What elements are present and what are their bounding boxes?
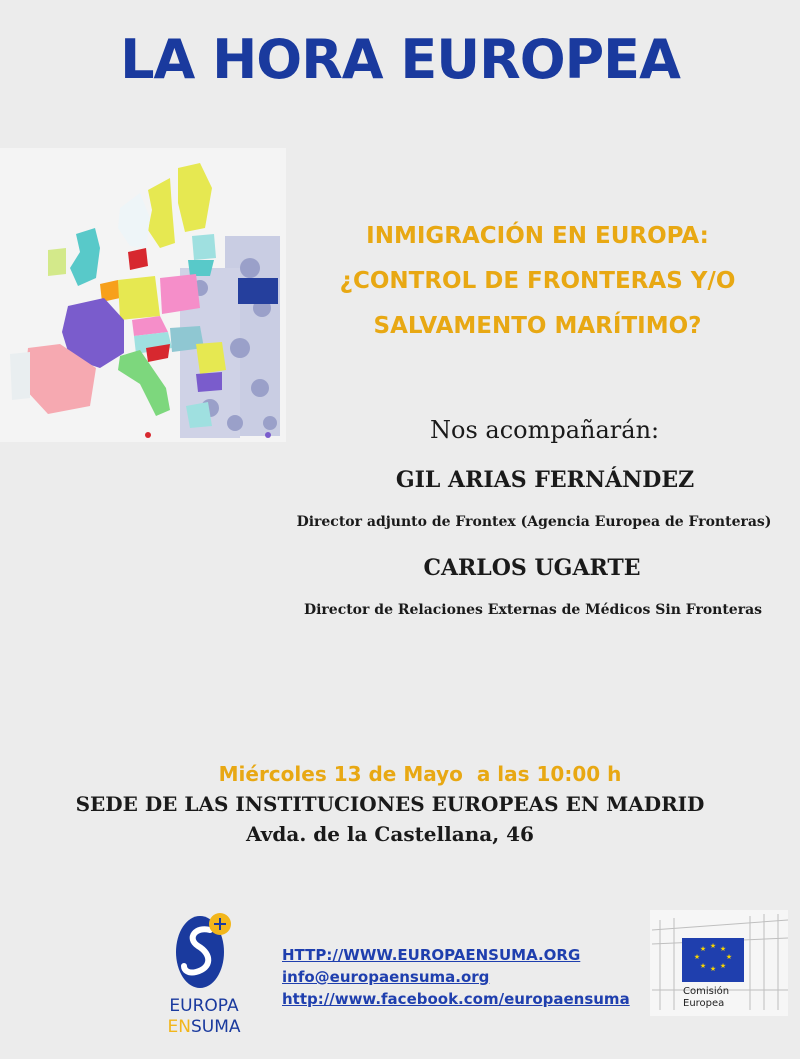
europe-map-graphic [0, 148, 286, 442]
comision-europea-logo [650, 910, 788, 1016]
logo-text-line-2 [164, 1017, 244, 1037]
email-link[interactable]: info@europaensuma.org [282, 968, 490, 986]
event-date: Miércoles 13 de Mayo a las 10:00 h [218, 762, 622, 786]
logo-text-line-1: EUROPA [169, 996, 239, 1016]
svg-text:★: ★ [693, 953, 701, 961]
speaker-name: GIL ARIAS FERNÁNDEZ [395, 467, 695, 493]
svg-text:★: ★ [719, 945, 727, 953]
website-link[interactable]: HTTP://WWW.EUROPAENSUMA.ORG [282, 946, 581, 964]
svg-text:★: ★ [709, 942, 717, 950]
logo-text-en: EN [167, 1017, 191, 1037]
page-title: LA HORA EUROPEA [120, 28, 680, 91]
venue-address: Avda. de la Castellana, 46 [246, 822, 534, 846]
europe-map [0, 148, 286, 442]
svg-text:★: ★ [709, 965, 717, 973]
comision-text-line-1: Comisión [683, 986, 730, 997]
speaker-role: Director adjunto de Frontex (Agencia Europea de Fronteras) [296, 514, 772, 530]
speaker-role: Director de Relaciones Externas de Médicos Sin Fronteras [303, 602, 763, 618]
svg-text:★: ★ [719, 962, 727, 970]
svg-text:★: ★ [725, 953, 733, 961]
logo-text-suma: SUMA [190, 1017, 241, 1037]
svg-text:★: ★ [699, 962, 707, 970]
venue-name: SEDE DE LAS INSTITUCIONES EUROPEAS EN MADRID [75, 792, 705, 816]
subtitle-line-3: SALVAMENTO MARÍTIMO? [373, 313, 702, 339]
svg-text:★: ★ [699, 945, 707, 953]
accompany-label: Nos acompañarán: [430, 416, 660, 444]
subtitle-line-2: ¿CONTROL DE FRONTERAS Y/O [339, 268, 736, 294]
comision-text-line-2: Europea [683, 998, 725, 1009]
speaker-name: CARLOS UGARTE [423, 555, 641, 581]
event-subtitle [300, 214, 775, 349]
facebook-link[interactable]: http://www.facebook.com/europaensuma [282, 990, 630, 1008]
europa-en-suma-emblem [168, 910, 240, 990]
subtitle-line-1: INMIGRACIÓN EN EUROPA: [366, 223, 709, 249]
